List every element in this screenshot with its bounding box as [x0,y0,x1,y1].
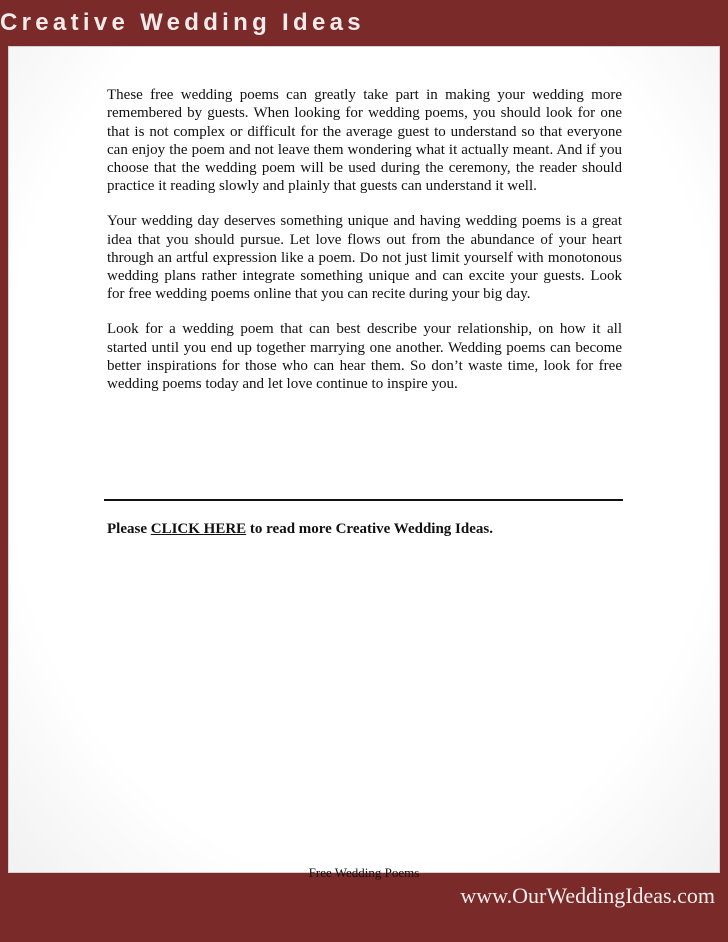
click-here-link[interactable]: CLICK HERE [150,521,247,537]
page-footer-label: Free Wedding Poems [308,865,420,880]
cta-suffix: to read more Creative Wedding Ideas. [249,521,493,537]
paragraph-3: Look for a wedding poem that can best describe your relationship, on how it all started until you end up together marrying one another. Wedding poems can become better inspirations for those who can hear them. So don’t waste time, look for free wedding poems today and let love continue to inspire you. [107,321,622,393]
call-to-action [107,519,622,539]
footer-url[interactable]: www.OurWeddingIdeas.com [460,883,715,908]
header-band [0,0,728,46]
section-divider [104,499,623,501]
cta-prefix: Please [107,521,147,537]
article-body [107,86,622,410]
paragraph-2: Your wedding day deserves something unique and having wedding poems is a great idea that you should pursue. Let love flows out from the abundance of your heart through an artful expression like a poem. Do not just limit yourself with monotonous wedding plans rather integrate something unique and can excite your guests. Look for free wedding poems online that you can recite during your big day. [107,213,622,303]
paragraph-1: These free wedding poems can greatly take part in making your wedding more remembered by guests. When looking for wedding poems, you should look for one that is not complex or difficult for the average guest to understand so that everyone can enjoy the poem and not leave them wondering what it actually meant. And if you choose that the wedding poem will be used during the ceremony, the reader should practice it reading slowly and plainly that guests can understand it well. [107,87,622,195]
header-title: Creative Wedding Ideas [0,9,365,36]
